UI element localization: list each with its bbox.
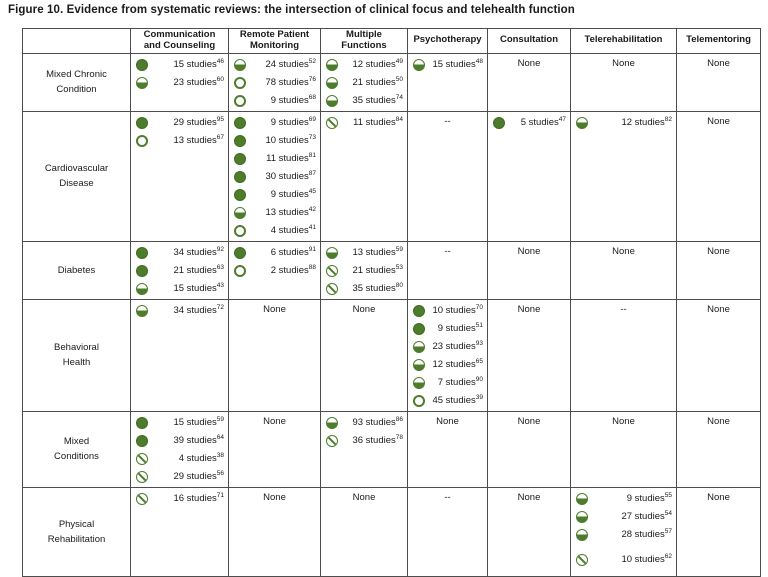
evidence-entry [234, 74, 316, 92]
entry-label: 5 studies$^{47}$ [520, 115, 566, 129]
evidence-entry [234, 244, 316, 262]
evidence-entry [234, 186, 316, 204]
reference-number: 95 [216, 115, 224, 123]
reference-number: 56 [216, 469, 224, 477]
note-text: None [707, 415, 730, 427]
column-header-label: Remote Patient [239, 29, 310, 40]
empty-cell-note [677, 411, 761, 487]
evidence-entry [576, 551, 672, 569]
half-filled-circle-icon [326, 95, 338, 107]
evidence-entry [136, 450, 224, 468]
evidence-entry [493, 114, 566, 132]
filled-circle-icon [234, 117, 246, 129]
half-filled-circle-icon [576, 511, 588, 523]
note-text: None [707, 303, 730, 315]
reference-number: 71 [216, 491, 224, 499]
entry-label: 12 studies$^{49}$ [352, 57, 403, 71]
evidence-entry [326, 280, 403, 298]
note-text: None [612, 57, 635, 69]
empty-cell-note [571, 411, 677, 487]
reference-number: 73 [308, 133, 316, 141]
condition-row [23, 241, 761, 299]
empty-cell-note [571, 53, 677, 111]
evidence-cell [131, 111, 229, 241]
evidence-entry [136, 56, 224, 74]
row-label-line: Rehabilitation [47, 533, 106, 545]
slashed-circle-icon [326, 265, 338, 277]
entry-label: 12 studies$^{65}$ [432, 357, 483, 371]
evidence-entry [413, 392, 483, 410]
reference-number: 72 [216, 303, 224, 311]
half-filled-circle-icon [234, 207, 246, 219]
slashed-circle-icon [136, 453, 148, 465]
entry-label: 9 studies$^{51}$ [437, 321, 483, 335]
evidence-entry [234, 132, 316, 150]
reference-number: 84 [395, 115, 403, 123]
evidence-entry [326, 244, 403, 262]
filled-circle-icon [234, 247, 246, 259]
evidence-entry [576, 508, 672, 526]
entry-label: 78 studies$^{76}$ [265, 75, 316, 89]
evidence-cell [131, 411, 229, 487]
half-filled-circle-icon [326, 247, 338, 259]
evidence-cell [571, 487, 677, 576]
open-circle-icon [234, 95, 246, 107]
half-filled-circle-icon [576, 493, 588, 505]
evidence-cell [131, 53, 229, 111]
column-header-6 [677, 29, 761, 54]
filled-circle-icon [136, 417, 148, 429]
evidence-cell [229, 111, 321, 241]
filled-circle-icon [493, 117, 505, 129]
entry-label: 9 studies$^{45}$ [270, 187, 316, 201]
row-label-line: Physical [58, 518, 95, 530]
empty-cell-note [408, 241, 488, 299]
reference-number: 55 [664, 491, 672, 499]
slashed-circle-icon [136, 471, 148, 483]
row-label [23, 411, 131, 487]
entry-label: 9 studies$^{69}$ [270, 115, 316, 129]
column-header-label: Communication [143, 29, 216, 40]
entry-label: 4 studies$^{41}$ [270, 223, 316, 237]
entry-label: 15 studies$^{59}$ [173, 415, 224, 429]
half-filled-circle-icon [326, 77, 338, 89]
entry-label: 2 studies$^{88}$ [270, 263, 316, 277]
empty-cell-note [229, 299, 321, 411]
half-filled-circle-icon [136, 283, 148, 295]
evidence-entry [136, 414, 224, 432]
note-text: None [436, 415, 459, 427]
row-label [23, 487, 131, 576]
evidence-cell [321, 241, 408, 299]
slashed-circle-icon [136, 493, 148, 505]
empty-cell-note [571, 299, 677, 411]
row-label [23, 111, 131, 241]
slashed-circle-icon [326, 283, 338, 295]
reference-number: 93 [475, 339, 483, 347]
open-circle-icon [234, 265, 246, 277]
evidence-entry [136, 432, 224, 450]
evidence-entry [413, 320, 483, 338]
condition-row [23, 487, 761, 576]
evidence-entry [326, 92, 403, 110]
evidence-cell [131, 241, 229, 299]
row-label [23, 241, 131, 299]
condition-row [23, 299, 761, 411]
entry-label: 21 studies$^{63}$ [173, 263, 224, 277]
note-text: None [517, 491, 541, 503]
note-text: -- [444, 115, 451, 127]
empty-cell-note [488, 299, 571, 411]
evidence-entry [136, 132, 224, 150]
filled-circle-icon [136, 59, 148, 71]
reference-number: 51 [475, 321, 483, 329]
row-label-line: Mixed Chronic Condition [46, 69, 107, 96]
column-header-label: and Counseling [143, 39, 216, 51]
entry-label: 10 studies$^{70}$ [432, 303, 483, 317]
evidence-entry [576, 526, 672, 544]
reference-number: 46 [216, 57, 224, 65]
reference-number: 65 [475, 357, 483, 365]
half-filled-circle-icon [576, 117, 588, 129]
entry-label: 24 studies$^{52}$ [265, 57, 316, 71]
half-filled-circle-icon [326, 59, 338, 71]
open-circle-icon [413, 395, 425, 407]
entry-label: 15 studies$^{46}$ [173, 57, 224, 71]
evidence-entry [326, 432, 403, 450]
column-header-0 [131, 29, 229, 54]
empty-cell-note [229, 411, 321, 487]
column-header-3 [408, 29, 488, 54]
reference-number: 86 [395, 415, 403, 423]
row-label-line: Conditions [54, 451, 99, 463]
column-header-label: Functions [341, 39, 387, 51]
empty-cell-note [677, 53, 761, 111]
evidence-cell [571, 111, 677, 241]
note-text: None [517, 245, 541, 257]
figure-title: Figure 10. Evidence from systematic reviews: the intersection of clinical focus and telehealth function [8, 4, 575, 16]
column-header-label: Telementoring [686, 34, 751, 46]
entry-label: 13 studies$^{42}$ [265, 205, 316, 219]
half-filled-circle-icon [413, 341, 425, 353]
filled-circle-icon [136, 247, 148, 259]
note-text: None [517, 57, 541, 69]
evidence-entry [234, 56, 316, 74]
empty-cell-note [677, 299, 761, 411]
column-header-2 [321, 29, 408, 54]
reference-number: 54 [664, 509, 672, 517]
evidence-entry [413, 374, 483, 392]
filled-circle-icon [234, 153, 246, 165]
reference-number: 70 [475, 303, 483, 311]
empty-cell-note [488, 487, 571, 576]
note-text: None [707, 245, 730, 257]
entry-label: 9 studies$^{68}$ [270, 93, 316, 107]
note-text: None [517, 415, 541, 427]
row-label [23, 299, 131, 411]
note-text: None [612, 415, 635, 427]
slashed-circle-icon [326, 117, 338, 129]
entry-label: 23 studies$^{60}$ [173, 75, 224, 89]
entry-label: 93 studies$^{86}$ [352, 415, 403, 429]
reference-number: 82 [664, 115, 672, 123]
half-filled-circle-icon [413, 377, 425, 389]
entry-label: 21 studies$^{50}$ [352, 75, 403, 89]
slashed-circle-icon [326, 435, 338, 447]
half-filled-circle-icon [136, 305, 148, 317]
reference-number: 38 [216, 451, 224, 459]
evidence-entry [234, 204, 316, 222]
condition-row [23, 111, 761, 241]
evidence-entry [136, 244, 224, 262]
reference-number: 91 [308, 245, 316, 253]
note-text: -- [444, 245, 451, 257]
reference-number: 67 [216, 133, 224, 141]
note-text: None [263, 491, 286, 503]
column-header-5 [571, 29, 677, 54]
row-label-line: Disease [59, 178, 94, 190]
filled-circle-icon [136, 117, 148, 129]
reference-number: 47 [558, 115, 566, 123]
evidence-entry [326, 56, 403, 74]
filled-circle-icon [136, 435, 148, 447]
reference-number: 50 [395, 75, 403, 83]
row-label-line: Cardiovascular [44, 163, 109, 175]
reference-number: 74 [395, 93, 403, 101]
reference-number: 92 [216, 245, 224, 253]
evidence-entry [326, 74, 403, 92]
entry-label: 34 studies$^{72}$ [173, 303, 224, 317]
reference-number: 63 [216, 263, 224, 271]
evidence-entry [136, 302, 224, 320]
empty-cell-note [321, 299, 408, 411]
reference-number: 78 [395, 433, 403, 441]
entry-label: 12 studies$^{82}$ [621, 115, 672, 129]
reference-number: 76 [308, 75, 316, 83]
half-filled-circle-icon [413, 59, 425, 71]
empty-cell-note [677, 487, 761, 576]
open-circle-icon [234, 225, 246, 237]
reference-number: 60 [216, 75, 224, 83]
entry-label: 10 studies$^{62}$ [621, 552, 672, 566]
reference-number: 49 [395, 57, 403, 65]
evidence-entry [234, 222, 316, 240]
reference-number: 80 [395, 281, 403, 289]
entry-label: 45 studies$^{39}$ [432, 393, 483, 407]
note-text: -- [620, 303, 627, 315]
entry-label: 35 studies$^{74}$ [352, 93, 403, 107]
column-header-4 [488, 29, 571, 54]
row-label-line: Mixed [63, 436, 90, 448]
row-label-line: Behavioral [54, 342, 99, 354]
column-header-label: Multiple [346, 29, 382, 40]
empty-cell-note [488, 241, 571, 299]
row-label-line: Health [62, 357, 91, 369]
entry-label: 39 studies$^{64}$ [173, 433, 224, 447]
empty-cell-note [677, 241, 761, 299]
entry-label: 15 studies$^{48}$ [432, 57, 483, 71]
entry-label: 29 studies$^{56}$ [173, 469, 224, 483]
note-text: None [707, 57, 730, 69]
entry-label: 6 studies$^{91}$ [270, 245, 316, 259]
half-filled-circle-icon [413, 359, 425, 371]
reference-number: 59 [216, 415, 224, 423]
reference-number: 57 [664, 527, 672, 535]
half-filled-circle-icon [576, 529, 588, 541]
empty-cell-note [677, 111, 761, 241]
evidence-entry [234, 114, 316, 132]
slashed-circle-icon [576, 554, 588, 566]
empty-cell-note [571, 241, 677, 299]
evidence-entry [234, 150, 316, 168]
reference-number: 39 [475, 393, 483, 401]
filled-circle-icon [413, 323, 425, 335]
entry-label: 11 studies$^{81}$ [266, 151, 316, 165]
evidence-entry [413, 338, 483, 356]
reference-number: 64 [216, 433, 224, 441]
open-circle-icon [136, 135, 148, 147]
half-filled-circle-icon [136, 77, 148, 89]
evidence-entry [234, 92, 316, 110]
entry-label: 36 studies$^{78}$ [352, 433, 403, 447]
evidence-entry [326, 414, 403, 432]
empty-cell-note [408, 111, 488, 241]
entry-label: 11 studies$^{84}$ [353, 115, 403, 129]
reference-number: 68 [308, 93, 316, 101]
note-text: -- [444, 491, 451, 503]
column-header-label: Psychotherapy [413, 34, 482, 46]
evidence-cell [408, 53, 488, 111]
column-header-label: Telerehabilitation [584, 34, 663, 46]
evidence-cell [321, 411, 408, 487]
reference-number: 45 [308, 187, 316, 195]
half-filled-circle-icon [326, 417, 338, 429]
evidence-entry [413, 56, 483, 74]
condition-row [23, 53, 761, 111]
filled-circle-icon [234, 189, 246, 201]
evidence-entry [136, 114, 224, 132]
reference-number: 52 [308, 57, 316, 65]
evidence-entry [326, 114, 403, 132]
empty-cell-note [488, 53, 571, 111]
column-header-1 [229, 29, 321, 54]
entry-label: 16 studies$^{71}$ [173, 491, 224, 505]
evidence-entry [136, 262, 224, 280]
evidence-entry [576, 490, 672, 508]
evidence-entry [136, 468, 224, 486]
evidence-entry [413, 302, 483, 320]
evidence-cell [229, 53, 321, 111]
note-text: None [612, 245, 635, 257]
entry-label: 29 studies$^{95}$ [173, 115, 224, 129]
half-filled-circle-icon [234, 59, 246, 71]
note-text: None [707, 491, 730, 503]
note-text: None [263, 303, 286, 315]
note-text: None [352, 303, 376, 315]
entry-label: 13 studies$^{67}$ [173, 133, 224, 147]
entry-label: 34 studies$^{92}$ [173, 245, 224, 259]
evidence-cell [131, 299, 229, 411]
reference-number: 81 [308, 151, 316, 159]
entry-label: 9 studies$^{55}$ [626, 491, 672, 505]
note-text: None [352, 491, 376, 503]
evidence-cell [229, 241, 321, 299]
condition-row [23, 411, 761, 487]
column-header-label: Consultation [499, 34, 559, 46]
empty-cell-note [408, 487, 488, 576]
entry-label: 10 studies$^{73}$ [265, 133, 316, 147]
evidence-entry [136, 280, 224, 298]
evidence-entry [234, 262, 316, 280]
empty-cell-note [321, 487, 408, 576]
evidence-cell [408, 299, 488, 411]
entry-label: 21 studies$^{53}$ [352, 263, 403, 277]
evidence-entry [136, 74, 224, 92]
entry-label: 15 studies$^{43}$ [173, 281, 224, 295]
reference-number: 48 [475, 57, 483, 65]
evidence-cell [131, 487, 229, 576]
filled-circle-icon [413, 305, 425, 317]
reference-number: 87 [308, 169, 316, 177]
evidence-entry [136, 490, 224, 508]
row-label-line: Diabetes [57, 264, 96, 276]
entry-label: 27 studies$^{54}$ [621, 509, 672, 523]
reference-number: 59 [395, 245, 403, 253]
reference-number: 42 [308, 205, 316, 213]
entry-label: 7 studies$^{90}$ [437, 375, 483, 389]
reference-number: 69 [308, 115, 316, 123]
header-row [23, 29, 761, 54]
reference-number: 90 [475, 375, 483, 383]
evidence-cell [321, 53, 408, 111]
evidence-map-table [22, 28, 761, 577]
open-circle-icon [234, 77, 246, 89]
evidence-entry [234, 168, 316, 186]
filled-circle-icon [136, 265, 148, 277]
evidence-entry [576, 114, 672, 132]
evidence-cell [321, 111, 408, 241]
row-label [23, 53, 131, 111]
filled-circle-icon [234, 171, 246, 183]
reference-number: 88 [308, 263, 316, 271]
reference-number: 62 [664, 552, 672, 560]
reference-number: 43 [216, 281, 224, 289]
entry-label: 28 studies$^{57}$ [621, 527, 672, 541]
column-header-label: Monitoring [249, 39, 300, 51]
note-text: None [263, 415, 286, 427]
corner-cell [23, 29, 131, 54]
empty-cell-note [229, 487, 321, 576]
empty-cell-note [408, 411, 488, 487]
evidence-entry [413, 356, 483, 374]
entry-label: 30 studies$^{87}$ [265, 169, 316, 183]
evidence-entry [326, 262, 403, 280]
reference-number: 53 [395, 263, 403, 271]
entry-label: 4 studies$^{38}$ [178, 451, 224, 465]
entry-label: 13 studies$^{59}$ [352, 245, 403, 259]
note-text: None [517, 303, 541, 315]
entry-label: 35 studies$^{80}$ [352, 281, 403, 295]
empty-cell-note [488, 411, 571, 487]
entry-label: 23 studies$^{93}$ [432, 339, 483, 353]
note-text: None [707, 115, 730, 127]
evidence-cell [488, 111, 571, 241]
reference-number: 41 [308, 223, 316, 231]
filled-circle-icon [234, 135, 246, 147]
